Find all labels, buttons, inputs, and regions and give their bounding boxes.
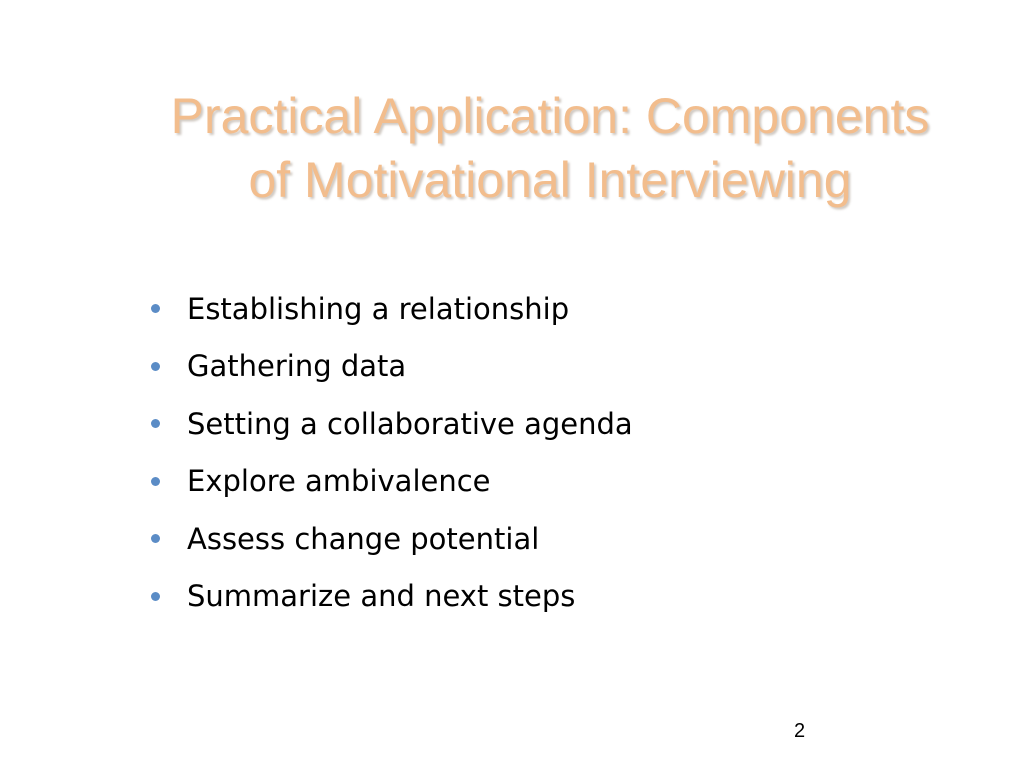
bullet-dot-icon xyxy=(151,362,160,371)
bullet-dot-icon xyxy=(151,419,160,428)
bullet-text: Setting a collaborative agenda xyxy=(187,406,633,441)
bullet-item xyxy=(146,510,633,568)
bullet-dot-icon xyxy=(151,477,160,486)
bullet-item xyxy=(146,395,633,453)
slide-title-line-2: of Motivational Interviewing xyxy=(248,152,852,208)
bullet-dot-icon xyxy=(151,592,160,601)
bullet-item xyxy=(146,280,633,338)
slide-title-line-1: Practical Application: Components xyxy=(170,88,930,144)
bullet-text: Summarize and next steps xyxy=(187,579,576,614)
bullet-list xyxy=(146,280,633,625)
bullet-dot-icon xyxy=(151,304,160,313)
slide-title xyxy=(100,84,1000,212)
bullet-text: Establishing a relationship xyxy=(187,291,570,326)
bullet-text: Assess change potential xyxy=(187,521,540,556)
bullet-text: Explore ambivalence xyxy=(187,464,491,499)
bullet-item xyxy=(146,338,633,396)
bullet-dot-icon xyxy=(151,534,160,543)
bullet-text: Gathering data xyxy=(187,349,407,384)
bullet-item xyxy=(146,453,633,511)
bullet-item xyxy=(146,568,633,626)
page-number: 2 xyxy=(794,720,806,742)
